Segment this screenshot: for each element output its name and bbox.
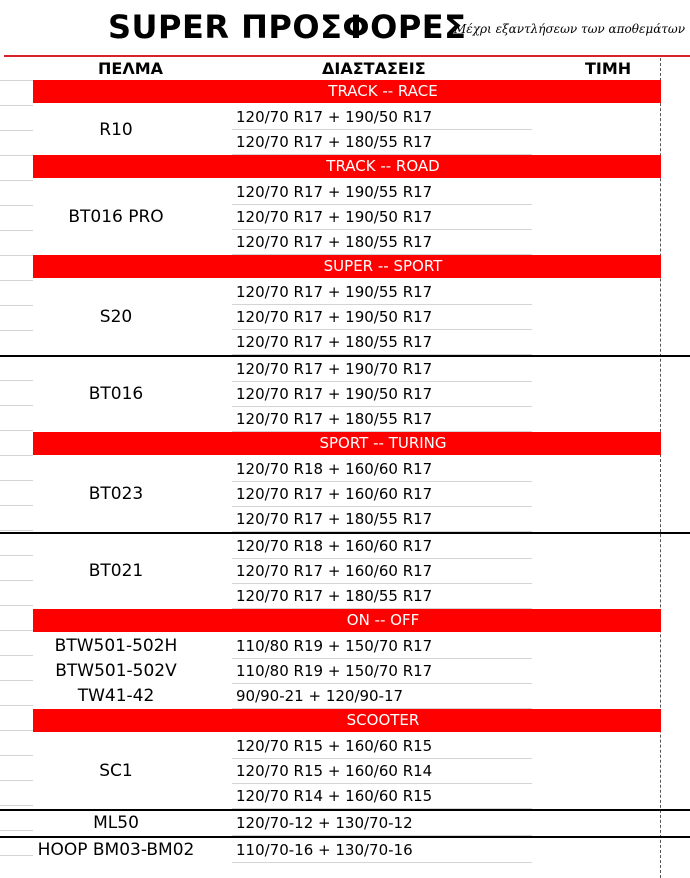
sizes-cell <box>232 811 532 836</box>
category-band: SPORT -- TURING <box>33 432 661 455</box>
model-name: BT016 <box>88 384 144 404</box>
header-timi: ΤΙΜΗ <box>585 59 632 78</box>
title-bar <box>0 0 690 56</box>
model-name: ML50 <box>93 813 139 833</box>
tire-group <box>0 105 690 155</box>
size-line: 120/70-12 + 130/70-12 <box>232 811 532 836</box>
model-cell <box>0 180 232 255</box>
price-cell <box>532 357 690 432</box>
sizes-cell <box>232 105 532 155</box>
sizes-cell <box>232 180 532 255</box>
model-name: BTW501-502H <box>54 636 178 656</box>
size-line: 120/70 R17 + 190/50 R17 <box>232 205 532 230</box>
tire-group <box>0 809 690 836</box>
model-name: R10 <box>99 119 133 140</box>
size-line: 120/70 R17 + 190/55 R17 <box>232 180 532 205</box>
model-name: BT016 PRO <box>68 207 164 227</box>
model-cell <box>0 457 232 532</box>
size-line: 90/90-21 + 120/90-17 <box>232 684 532 709</box>
size-line: 120/70 R17 + 180/55 R17 <box>232 584 532 609</box>
price-cell <box>532 811 690 836</box>
header-pelma: ΠΕΛΜΑ <box>98 59 164 78</box>
sizes-cell <box>232 634 532 709</box>
page-title: SUPER ΠΡΟΣΦΟΡΕΣ <box>108 8 467 46</box>
price-cell <box>532 105 690 155</box>
size-line: 120/70 R17 + 180/55 R17 <box>232 507 532 532</box>
price-cell <box>532 838 690 863</box>
tire-group <box>0 280 690 355</box>
size-line: 120/70 R17 + 180/55 R17 <box>232 130 532 155</box>
model-name: BT023 <box>88 484 144 504</box>
price-cell <box>532 634 690 709</box>
size-line: 120/70 R17 + 190/55 R17 <box>232 280 532 305</box>
model-name: HOOP BM03-BM02 <box>37 840 195 860</box>
size-line: 120/70 R17 + 190/50 R17 <box>232 382 532 407</box>
tire-group <box>0 734 690 809</box>
title-rule <box>4 55 690 57</box>
model-name: TW41-42 <box>77 686 155 706</box>
sizes-cell <box>232 357 532 432</box>
tire-group <box>0 355 690 432</box>
size-line: 120/70 R15 + 160/60 R15 <box>232 734 532 759</box>
sizes-cell <box>232 838 532 863</box>
size-line: 120/70 R17 + 180/55 R17 <box>232 230 532 255</box>
category-band: TRACK -- ROAD <box>33 155 661 178</box>
model-name: S20 <box>99 307 133 327</box>
size-line: 120/70 R17 + 180/55 R17 <box>232 407 532 432</box>
size-line: 120/70 R17 + 190/50 R17 <box>232 305 532 330</box>
model-cell <box>0 734 232 809</box>
model-cell <box>0 534 232 609</box>
sizes-cell <box>232 534 532 609</box>
tire-group <box>0 634 690 709</box>
price-cell <box>532 534 690 609</box>
model-cell <box>0 634 232 709</box>
tire-group <box>0 457 690 532</box>
size-line: 110/80 R19 + 150/70 R17 <box>232 634 532 659</box>
page-subtitle: Μέχρι εξαντλήσεων των αποθεμάτων <box>454 22 686 36</box>
tire-group <box>0 532 690 609</box>
model-name: BTW501-502V <box>55 661 177 681</box>
size-line: 120/70 R14 + 160/60 R15 <box>232 784 532 809</box>
size-line: 120/70 R17 + 190/70 R17 <box>232 357 532 382</box>
header-diastaseis: ΔΙΑΣΤΑΣΕΙΣ <box>322 59 426 78</box>
sizes-cell <box>232 457 532 532</box>
category-band: ON -- OFF <box>33 609 661 632</box>
category-band: TRACK -- RACE <box>33 80 661 103</box>
model-cell <box>0 357 232 432</box>
model-name: SC1 <box>99 761 133 781</box>
size-line: 120/70 R18 + 160/60 R17 <box>232 534 532 559</box>
category-band: SCOOTER <box>33 709 661 732</box>
category-band: SUPER -- SPORT <box>33 255 661 278</box>
sizes-cell <box>232 734 532 809</box>
price-cell <box>532 280 690 355</box>
tire-group <box>0 836 690 863</box>
size-line: 110/70-16 + 130/70-16 <box>232 838 532 863</box>
size-line: 120/70 R17 + 160/60 R17 <box>232 559 532 584</box>
model-cell <box>0 811 232 836</box>
size-line: 120/70 R17 + 190/50 R17 <box>232 105 532 130</box>
price-cell <box>532 180 690 255</box>
model-cell <box>0 105 232 155</box>
size-line: 120/70 R17 + 180/55 R17 <box>232 330 532 355</box>
model-name: BT021 <box>88 561 144 581</box>
price-cell <box>532 734 690 809</box>
size-line: 120/70 R17 + 160/60 R17 <box>232 482 532 507</box>
model-cell <box>0 838 232 863</box>
price-cell <box>532 457 690 532</box>
model-cell <box>0 280 232 355</box>
offers-table <box>0 80 690 863</box>
size-line: 110/80 R19 + 150/70 R17 <box>232 659 532 684</box>
size-line: 120/70 R15 + 160/60 R14 <box>232 759 532 784</box>
tire-group <box>0 180 690 255</box>
sizes-cell <box>232 280 532 355</box>
size-line: 120/70 R18 + 160/60 R17 <box>232 457 532 482</box>
